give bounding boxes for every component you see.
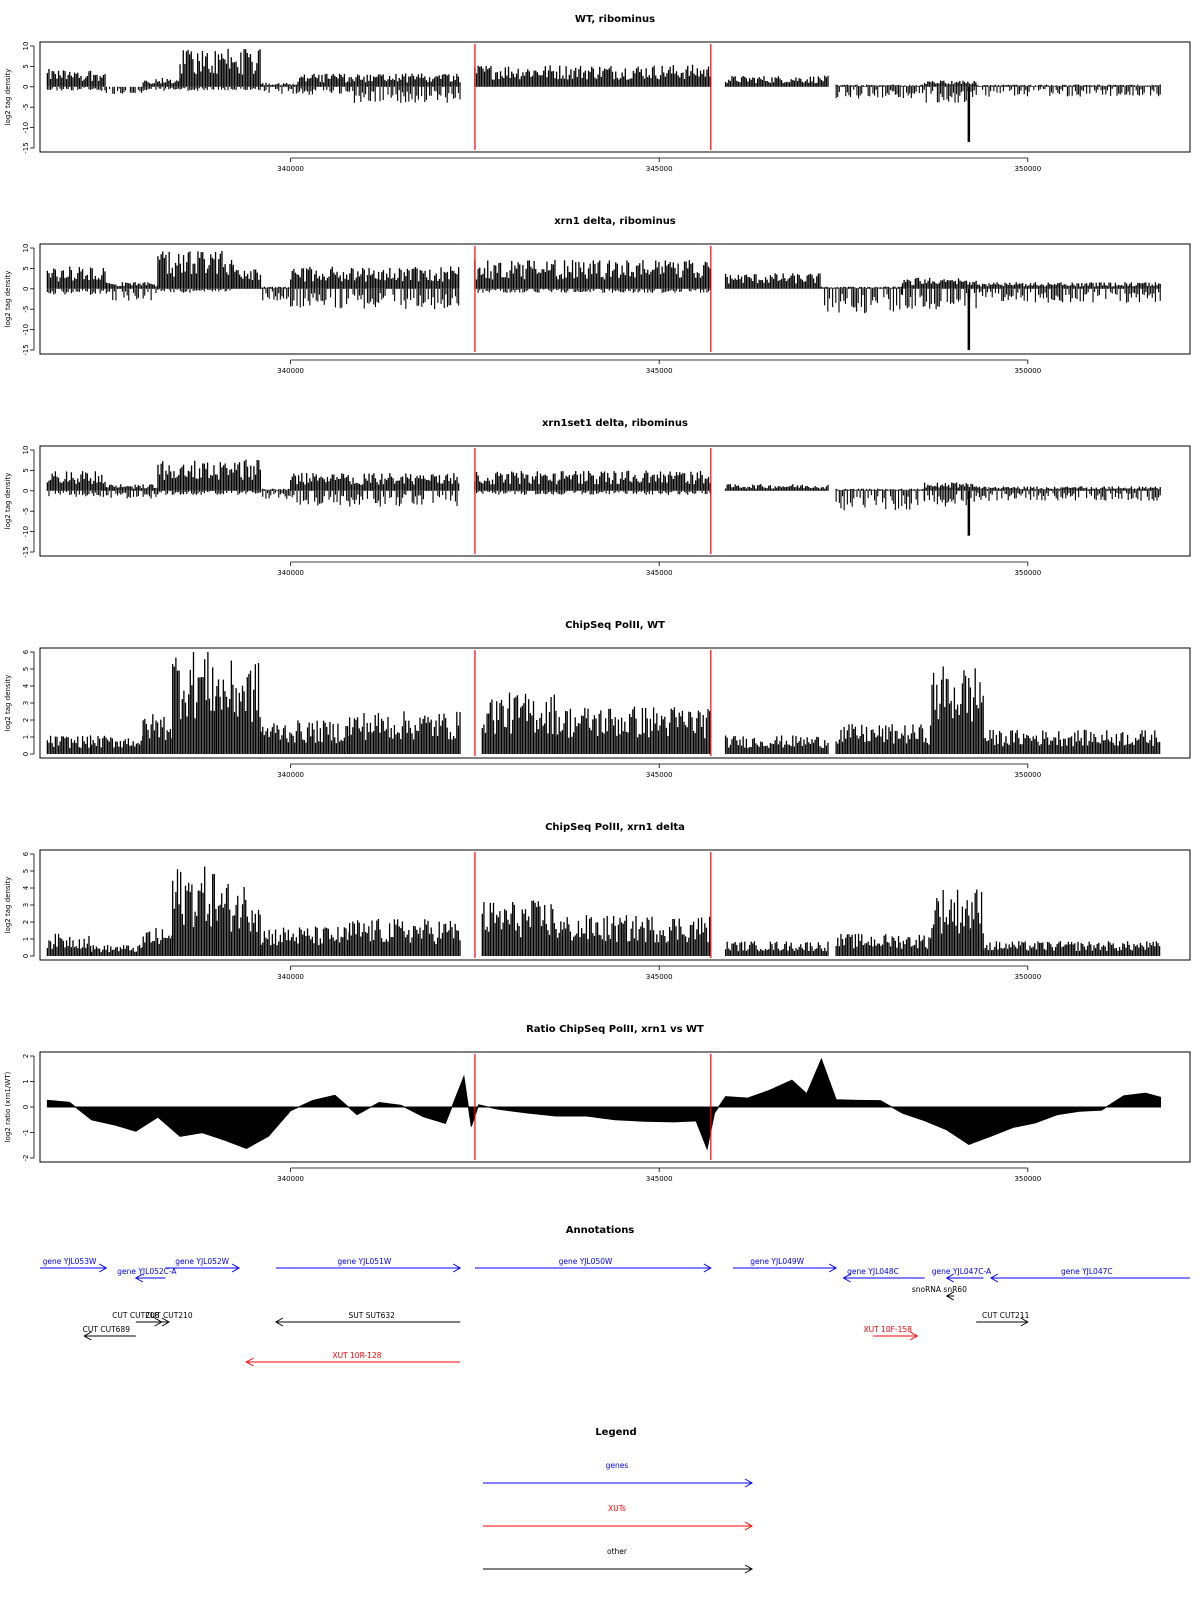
x-tick-label: 345000 (645, 973, 673, 981)
y-tick-label: -2 (22, 1154, 30, 1162)
plot-frame (40, 446, 1190, 556)
annotation-label: gene YJL052C-A (117, 1267, 177, 1276)
y-tick-label: -15 (22, 344, 30, 356)
y-tick-label: 6 (22, 851, 30, 857)
x-tick-label: 350000 (1014, 569, 1042, 577)
annotation-label: CUT CUT211 (982, 1311, 1030, 1320)
y-tick-label: -5 (22, 507, 30, 515)
plot-frame (40, 42, 1190, 152)
panel-title: xrn1 delta, ribominus (554, 216, 676, 227)
y-tick-label: 5 (22, 666, 30, 672)
annotation-label: gene YJL049W (750, 1257, 805, 1266)
x-tick-label: 350000 (1014, 1175, 1042, 1183)
x-tick-label: 340000 (277, 1175, 305, 1183)
legend-label: XUTs (608, 1504, 626, 1513)
annotation-label: gene YJL051W (337, 1257, 392, 1266)
y-axis-label: log2 tag density (4, 270, 12, 328)
y-tick-label: 5 (22, 266, 30, 271)
annotation-label: gene YJL047C-A (931, 1267, 992, 1276)
panel-title: ChipSeq PolII, WT (565, 620, 665, 631)
x-tick-label: 340000 (277, 569, 305, 577)
annotation-label: XUT 10F-158 (863, 1325, 912, 1334)
y-tick-label: -10 (22, 323, 30, 336)
y-tick-label: 0 (22, 286, 30, 292)
y-tick-label: -15 (22, 142, 30, 154)
x-tick-label: 345000 (645, 569, 673, 577)
annotation-label: gene YJL053W (42, 1257, 97, 1266)
panel-title: ChipSeq PolII, xrn1 delta (545, 822, 685, 833)
y-axis-label: log2 ratio (xrn1/WT) (4, 1071, 12, 1143)
y-axis-label: log2 tag density (4, 68, 12, 126)
panel-4 (4, 648, 1190, 779)
legend-arrow (483, 1565, 752, 1573)
panel-title: WT, ribominus (574, 14, 656, 25)
y-tick-label: 2 (22, 717, 30, 723)
y-tick-label: 0 (22, 751, 30, 757)
legend-label: genes (605, 1461, 629, 1470)
x-tick-label: 340000 (277, 771, 305, 779)
y-tick-label: 5 (22, 64, 30, 69)
x-tick-label: 350000 (1014, 771, 1042, 779)
y-tick-label: 2 (22, 1053, 30, 1059)
panel-3 (4, 446, 1190, 577)
y-tick-label: 4 (22, 885, 30, 891)
annotation-label: CUT CUT210 (145, 1311, 193, 1320)
panel-title: xrn1set1 delta, ribominus (541, 418, 689, 429)
y-tick-label: 0 (22, 953, 30, 959)
y-tick-label: 5 (22, 868, 30, 874)
y-tick-label: -15 (22, 546, 30, 558)
x-tick-label: 350000 (1014, 367, 1042, 375)
x-tick-label: 345000 (645, 1175, 673, 1183)
legend-label: other (607, 1547, 627, 1556)
x-tick-label: 340000 (277, 973, 305, 981)
annotation-label: SUT SUT632 (348, 1311, 395, 1320)
annotation-label: XUT 10R-128 (332, 1351, 382, 1360)
y-tick-label: 1 (22, 1079, 30, 1084)
y-tick-label: 2 (22, 919, 30, 925)
y-tick-label: 0 (22, 488, 30, 494)
panel-1 (4, 42, 1190, 173)
y-tick-label: 10 (22, 41, 30, 51)
y-tick-label: 4 (22, 683, 30, 689)
x-tick-label: 340000 (277, 367, 305, 375)
ratio-area (47, 1059, 1160, 1149)
annotation-label: CUT CUT689 (82, 1325, 131, 1334)
panel-2 (4, 244, 1190, 375)
y-tick-label: -5 (22, 103, 30, 111)
x-tick-label: 340000 (277, 165, 305, 173)
y-tick-label: -1 (22, 1129, 30, 1136)
x-tick-label: 345000 (645, 367, 673, 375)
y-tick-label: 0 (22, 1104, 30, 1110)
panel-5 (4, 850, 1190, 981)
panel-6 (4, 1052, 1190, 1183)
x-tick-label: 345000 (645, 771, 673, 779)
legend-title: Legend (595, 1427, 637, 1438)
x-tick-label: 350000 (1014, 973, 1042, 981)
y-tick-label: 3 (22, 902, 30, 908)
legend-arrow (483, 1479, 752, 1487)
y-axis-label: log2 tag density (4, 472, 12, 530)
y-axis-label: log2 tag density (4, 876, 12, 934)
y-tick-label: 3 (22, 700, 30, 706)
y-tick-label: -10 (22, 525, 30, 538)
annotation-label: CUT CUT208 (112, 1311, 160, 1320)
y-tick-label: -10 (22, 121, 31, 134)
y-tick-label: -5 (22, 305, 30, 313)
legend-arrow (483, 1522, 752, 1530)
annotation-label: snoRNA snR60 (911, 1285, 967, 1294)
x-tick-label: 345000 (645, 165, 673, 173)
annotation-label: gene YJL050W (558, 1257, 613, 1266)
y-tick-label: 1 (22, 734, 30, 740)
y-tick-label: 0 (22, 84, 30, 90)
y-tick-label: 6 (22, 649, 30, 655)
x-tick-label: 350000 (1014, 165, 1042, 173)
annotation-label: gene YJL047C (1060, 1267, 1113, 1276)
y-tick-label: 5 (22, 468, 30, 473)
y-tick-label: 1 (22, 936, 30, 942)
y-tick-label: 10 (22, 243, 30, 253)
annotations-title: Annotations (565, 1225, 635, 1236)
annotation-label: gene YJL048C (847, 1267, 899, 1276)
panel-title: Ratio ChipSeq PolII, xrn1 vs WT (526, 1024, 704, 1035)
annotation-label: gene YJL052W (175, 1257, 230, 1266)
y-axis-label: log2 tag density (4, 674, 12, 732)
y-tick-label: 10 (22, 445, 30, 455)
